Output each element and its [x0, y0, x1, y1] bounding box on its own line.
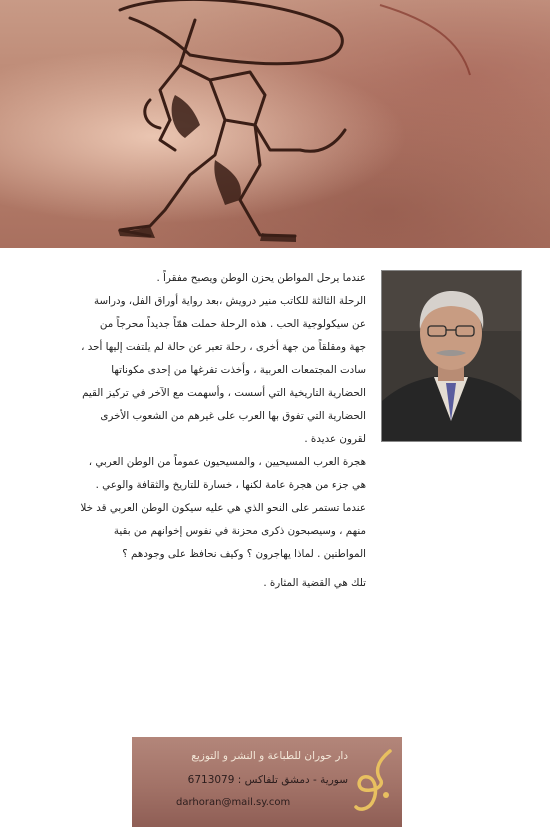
- text-line: لقرون عديدة .: [304, 433, 366, 445]
- publisher-phone: سورية - دمشق تلفاكس : 6713079: [187, 774, 348, 786]
- publisher-email[interactable]: darhoran@mail.sy.com: [176, 797, 291, 808]
- cover-illustration: [0, 0, 550, 248]
- traveler-figure-illustration: [0, 0, 550, 248]
- author-photo: [381, 270, 522, 442]
- text-line: هي جزء من هجرة عامة لكنها ، خسارة للتاريخ والثقافة والوعي .: [95, 479, 366, 491]
- text-line: هجرة العرب المسيحيين ، والمسيحيون عموماً من الوطن العربي ،: [88, 456, 366, 468]
- calligraphy-logo-icon: [350, 745, 398, 817]
- text-line: تلك هي القضية المثارة .: [263, 577, 366, 589]
- text-line: عندما يرحل المواطن يحزن الوطن ويصبح مفقراً .: [156, 272, 366, 284]
- author-portrait: [382, 271, 521, 441]
- text-line: منهم ، وسيصبحون ذكرى محزنة في نفوس إخوانهم من بقية: [113, 525, 366, 537]
- text-line: الحضارية التي تفوق بها العرب على غيرهم من الشعوب الأخرى: [100, 410, 366, 422]
- back-cover-text: [40, 267, 366, 595]
- text-line: عندما تستمر على النحو الذي هي عليه سيكون الوطن العربي قد خلا: [80, 502, 366, 514]
- publisher-name: دار حوران للطباعة و النشر و التوزيع: [191, 750, 348, 762]
- text-line: جهة ومقلقاً من جهة أخرى ، رحلة تعبر عن حالة لم يلتفت إليها أحد ،: [81, 341, 366, 353]
- text-line: عن سيكولوجية الحب . هذه الرحلة حملت همّاً جديداً محرجاً من: [99, 318, 366, 330]
- text-line: الحضارية التاريخية التي أسست ، وأسهمت مع الآخر في تركيز القيم: [82, 387, 366, 399]
- text-line: الرحلة الثالثة للكاتب منير درويش ،بعد رواية أوراق الفل، ودراسة: [94, 295, 366, 307]
- publisher-footer: [132, 737, 402, 827]
- publisher-logo: [350, 745, 398, 821]
- text-line: المواطنين . لماذا يهاجرون ؟ وكيف نحافظ على وجودهم ؟: [122, 548, 366, 560]
- text-line: سادت المجتمعات العربية ، وأخذت تفرغها من إحدى مكوناتها: [111, 364, 366, 376]
